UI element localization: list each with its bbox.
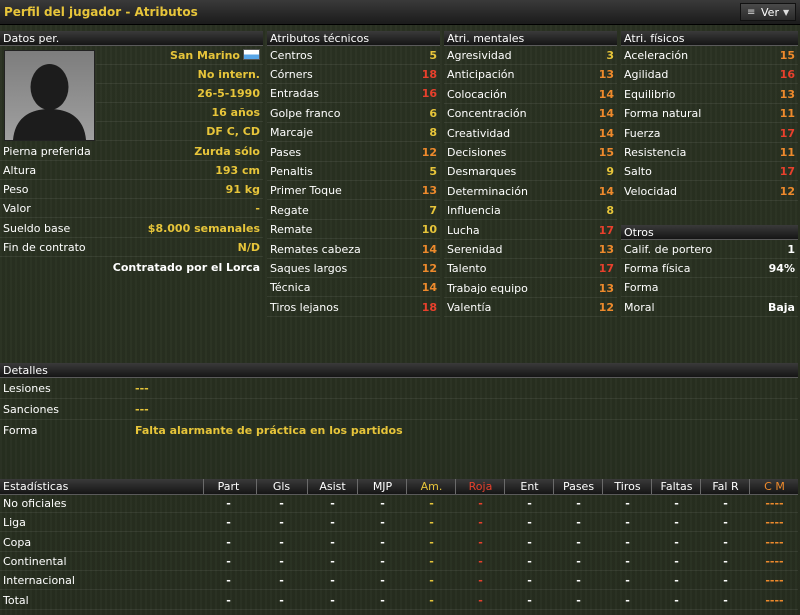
stats-row xyxy=(0,591,798,610)
technical-attr-row xyxy=(267,84,440,103)
physical-attr-label: Aceleración xyxy=(624,49,689,62)
personal-row xyxy=(0,161,263,180)
stats-cell: - xyxy=(380,593,385,607)
stats-column-header[interactable]: Ent xyxy=(520,480,539,493)
personal-row-label: Valor xyxy=(3,202,31,215)
mental-attr-value: 3 xyxy=(606,49,614,62)
contract-note: Contratado por el Lorca xyxy=(112,261,260,274)
stats-cell: - xyxy=(625,497,630,510)
stats-column-divider xyxy=(602,479,603,494)
mental-attr-row xyxy=(444,221,617,240)
stats-cell: - xyxy=(226,497,231,510)
technical-attr-row xyxy=(267,240,440,259)
stats-cell: - xyxy=(674,497,679,510)
stats-cell: ---- xyxy=(765,593,784,607)
stats-header xyxy=(0,479,798,495)
technical-attr-label: Remate xyxy=(270,223,313,237)
stats-row-label: Liga xyxy=(3,516,26,530)
mental-attr-label: Anticipación xyxy=(447,68,515,82)
stats-cell: - xyxy=(478,554,483,568)
mental-attr-value: 13 xyxy=(598,243,614,256)
technical-attr-value: 8 xyxy=(429,126,437,140)
personal-row-value: - xyxy=(255,202,260,215)
technical-attr-label: Tiros lejanos xyxy=(270,300,339,314)
stats-column-header[interactable]: C M xyxy=(764,480,785,493)
technical-attr-label: Marcaje xyxy=(270,126,314,140)
personal-row xyxy=(0,219,263,238)
physical-attr-value: 12 xyxy=(779,184,795,198)
technical-header-label: Atributos técnicos xyxy=(270,32,370,45)
stats-cell: - xyxy=(380,516,385,530)
stats-row xyxy=(0,494,798,513)
stats-cell: - xyxy=(429,574,434,588)
detail-row xyxy=(0,378,798,399)
contract-note-row xyxy=(0,258,263,277)
stats-cell: - xyxy=(674,593,679,607)
personal-row xyxy=(0,238,263,257)
technical-attr-row xyxy=(267,104,440,123)
stats-column-divider xyxy=(307,479,308,494)
technical-attr-row xyxy=(267,46,440,65)
physical-attr-label: Equilibrio xyxy=(624,87,676,101)
stats-cell: - xyxy=(226,574,231,588)
technical-attr-label: Córners xyxy=(270,68,313,81)
physical-attr-row xyxy=(621,85,798,104)
stats-cell: - xyxy=(576,554,581,568)
personal-row xyxy=(0,199,263,218)
mental-attr-row xyxy=(444,162,617,181)
stats-cell: - xyxy=(478,516,483,530)
stats-cell: ---- xyxy=(765,554,784,568)
technical-attr-label: Entradas xyxy=(270,87,319,101)
stats-column-header[interactable]: MJP xyxy=(372,480,393,493)
stats-cell: - xyxy=(429,497,434,510)
position-value: DF C, CD xyxy=(206,125,260,138)
mental-attr-row xyxy=(444,298,617,317)
others-header xyxy=(621,225,798,240)
stats-row xyxy=(0,533,798,552)
mental-attr-row xyxy=(444,46,617,65)
stats-cell: - xyxy=(380,497,385,510)
stats-cell: - xyxy=(625,554,630,568)
stats-cell: - xyxy=(723,516,728,530)
stats-cell: - xyxy=(429,593,434,607)
mental-attr-value: 9 xyxy=(606,165,614,179)
others-attr-label: Moral xyxy=(624,300,655,314)
technical-attr-value: 7 xyxy=(429,203,437,217)
stats-cell: - xyxy=(330,593,335,607)
stats-cell: - xyxy=(527,516,532,530)
mental-attr-label: Decisiones xyxy=(447,146,507,159)
detail-row-value: --- xyxy=(135,382,149,395)
technical-attr-row xyxy=(267,65,440,84)
stats-cell: - xyxy=(576,516,581,530)
physical-attr-label: Fuerza xyxy=(624,126,661,140)
detail-row-label: Sanciones xyxy=(3,403,59,416)
birthdate-row xyxy=(96,84,263,103)
stats-column-header[interactable]: Tiros xyxy=(614,480,641,493)
stats-row-label: Copa xyxy=(3,535,32,549)
personal-row xyxy=(0,180,263,199)
physical-attr-row xyxy=(621,124,798,143)
mental-attr-value: 14 xyxy=(598,107,614,121)
stats-cell: - xyxy=(226,593,231,607)
stats-column-divider xyxy=(553,479,554,494)
others-attr-row xyxy=(621,240,798,259)
mental-attr-row xyxy=(444,279,617,298)
mental-attr-label: Desmarques xyxy=(447,165,517,179)
mental-attr-value: 17 xyxy=(598,262,614,276)
mental-attr-row xyxy=(444,104,617,123)
technical-attr-label: Pases xyxy=(270,145,302,159)
ver-dropdown-button[interactable] xyxy=(740,3,796,21)
menu-list-icon: ≡ xyxy=(747,7,756,18)
intl-status-row xyxy=(96,65,263,84)
stats-column-divider xyxy=(256,479,257,494)
others-attr-value: 94% xyxy=(768,262,795,276)
mental-attr-row xyxy=(444,182,617,201)
technical-attr-label: Golpe franco xyxy=(270,106,341,120)
stats-column-divider xyxy=(455,479,456,494)
stats-column-header[interactable]: Fal R xyxy=(712,480,739,493)
mental-attr-label: Trabajo equipo xyxy=(447,281,528,295)
mental-attr-row xyxy=(444,124,617,143)
physical-attr-row xyxy=(621,46,798,65)
technical-attr-label: Primer Toque xyxy=(270,184,342,198)
stats-cell: - xyxy=(330,554,335,568)
stats-row-label: Total xyxy=(3,593,29,607)
details-header-label: Detalles xyxy=(3,364,48,377)
mental-attr-row xyxy=(444,85,617,104)
mental-attr-row xyxy=(444,259,617,278)
technical-attr-value: 5 xyxy=(429,165,437,178)
ver-label: Ver xyxy=(761,6,779,19)
technical-attr-value: 14 xyxy=(421,281,437,295)
stats-cell: ---- xyxy=(765,516,784,530)
mental-attr-value: 13 xyxy=(598,281,614,295)
mental-attr-value: 14 xyxy=(598,87,614,101)
detail-row xyxy=(0,420,798,441)
others-attr-label: Calif. de portero xyxy=(624,243,713,256)
mental-attr-value: 8 xyxy=(606,204,614,218)
personal-row xyxy=(0,142,263,161)
stats-column-header[interactable]: Gls xyxy=(272,480,291,493)
personal-header xyxy=(0,31,263,46)
physical-attr-label: Velocidad xyxy=(624,184,678,198)
personal-row-label: Altura xyxy=(3,164,37,177)
san-marino-flag-icon xyxy=(243,49,260,60)
stats-cell: - xyxy=(674,554,679,568)
physical-header-label: Atri. físicos xyxy=(624,32,685,45)
stats-cell: - xyxy=(380,535,385,549)
technical-attr-value: 14 xyxy=(421,242,437,256)
stats-cell: - xyxy=(380,554,385,568)
technical-attr-row xyxy=(267,259,440,278)
stats-cell: - xyxy=(576,535,581,549)
physical-attr-label: Salto xyxy=(624,165,652,179)
stats-cell: ---- xyxy=(765,574,784,588)
others-header-label: Otros xyxy=(624,226,654,239)
stats-cell: - xyxy=(674,535,679,549)
mental-attr-label: Serenidad xyxy=(447,243,503,256)
technical-attr-value: 6 xyxy=(429,106,437,120)
stats-cell: - xyxy=(674,574,679,588)
stats-row-label: No oficiales xyxy=(3,497,67,510)
stats-cell: - xyxy=(478,593,483,607)
stats-cell: - xyxy=(625,535,630,549)
physical-attr-value: 11 xyxy=(779,107,795,121)
mental-header-label: Atri. mentales xyxy=(447,32,525,45)
technical-attr-value: 13 xyxy=(421,184,437,198)
stats-column-divider xyxy=(203,479,204,494)
personal-row-label: Pierna preferida xyxy=(3,145,91,158)
stats-cell: - xyxy=(429,516,434,530)
stats-cell: - xyxy=(330,516,335,530)
stats-column-divider xyxy=(504,479,505,494)
technical-attr-row xyxy=(267,123,440,142)
mental-attr-value: 15 xyxy=(598,146,614,159)
physical-attr-value: 17 xyxy=(779,165,795,179)
others-attr-label: Forma física xyxy=(624,262,691,276)
stats-cell: - xyxy=(527,554,532,568)
technical-attr-label: Saques largos xyxy=(270,262,348,275)
stats-cell: - xyxy=(576,574,581,588)
detail-row-label: Forma xyxy=(3,424,38,437)
technical-attr-value: 5 xyxy=(429,49,437,62)
stats-column-header[interactable]: Pases xyxy=(562,480,595,493)
page-title: Perfil del jugador - Atributos xyxy=(4,5,198,19)
personal-row-value: Zurda sólo xyxy=(194,145,260,158)
mental-attr-row xyxy=(444,201,617,220)
stats-cell: - xyxy=(279,593,284,607)
avatar xyxy=(4,50,95,141)
mental-attr-value: 13 xyxy=(598,68,614,82)
mental-attr-value: 14 xyxy=(598,126,614,140)
personal-row-label: Fin de contrato xyxy=(3,241,86,254)
physical-attr-row xyxy=(621,182,798,201)
stats-cell: - xyxy=(330,535,335,549)
technical-attr-row xyxy=(267,181,440,200)
mental-attr-label: Influencia xyxy=(447,204,501,218)
personal-row-value: N/D xyxy=(237,241,260,254)
stats-column-divider xyxy=(406,479,407,494)
stats-row-label: Internacional xyxy=(3,574,75,588)
title-bar xyxy=(0,0,800,25)
technical-attr-label: Remates cabeza xyxy=(270,242,361,256)
stats-column-divider xyxy=(357,479,358,494)
physical-attr-label: Resistencia xyxy=(624,146,687,159)
technical-attr-value: 16 xyxy=(421,87,437,101)
stats-cell: - xyxy=(527,574,532,588)
physical-attr-value: 15 xyxy=(779,49,795,62)
stats-cell: - xyxy=(226,535,231,549)
birthdate-value: 26-5-1990 xyxy=(197,87,260,100)
stats-cell: - xyxy=(279,535,284,549)
stats-cell: - xyxy=(723,497,728,510)
physical-attr-row xyxy=(621,143,798,162)
mental-attr-label: Lucha xyxy=(447,223,480,237)
mental-attr-value: 12 xyxy=(598,301,614,315)
stats-cell: - xyxy=(279,554,284,568)
stats-header-label: Estadísticas xyxy=(3,480,69,493)
stats-cell: - xyxy=(625,574,630,588)
stats-cell: - xyxy=(576,497,581,510)
stats-cell: - xyxy=(380,574,385,588)
stats-cell: - xyxy=(429,535,434,549)
detail-row xyxy=(0,399,798,420)
others-attr-row xyxy=(621,298,798,317)
physical-attr-value: 11 xyxy=(779,146,795,159)
stats-cell: - xyxy=(279,516,284,530)
others-attr-value: 1 xyxy=(787,243,795,256)
stats-cell: - xyxy=(527,535,532,549)
technical-attr-label: Regate xyxy=(270,203,309,217)
mental-attr-label: Concentración xyxy=(447,107,527,121)
nationality-value: San Marino xyxy=(170,46,260,65)
technical-header xyxy=(267,31,440,46)
others-attr-row xyxy=(621,259,798,278)
stats-cell: - xyxy=(279,497,284,510)
stats-cell: - xyxy=(576,593,581,607)
mental-attr-label: Agresividad xyxy=(447,49,512,62)
position-row xyxy=(96,122,263,141)
stats-cell: - xyxy=(330,574,335,588)
chevron-down-icon: ▼ xyxy=(783,8,790,17)
stats-cell: - xyxy=(723,574,728,588)
stats-column-divider xyxy=(749,479,750,494)
detail-row-value: --- xyxy=(135,403,149,416)
physical-attr-row xyxy=(621,65,798,84)
stats-cell: - xyxy=(226,516,231,530)
mental-attr-row xyxy=(444,240,617,259)
stats-column-header[interactable]: Asist xyxy=(319,480,346,493)
stats-cell: - xyxy=(527,593,532,607)
stats-cell: - xyxy=(226,554,231,568)
stats-row-label: Continental xyxy=(3,554,67,568)
stats-column-divider xyxy=(651,479,652,494)
stats-cell: - xyxy=(429,554,434,568)
mental-attr-label: Talento xyxy=(447,262,487,276)
others-attr-label: Forma xyxy=(624,281,659,295)
technical-attr-row xyxy=(267,201,440,220)
others-attr-row xyxy=(621,278,798,297)
stats-cell: ---- xyxy=(765,497,784,510)
stats-column-header[interactable]: Am. xyxy=(420,480,443,493)
personal-row-value: 193 cm xyxy=(215,164,260,177)
mental-header xyxy=(444,31,617,46)
stats-cell: - xyxy=(330,497,335,510)
personal-row-value: 91 kg xyxy=(225,183,260,196)
technical-attr-value: 10 xyxy=(421,223,437,237)
physical-attr-row xyxy=(621,162,798,181)
mental-attr-label: Creatividad xyxy=(447,126,511,140)
mental-attr-label: Colocación xyxy=(447,87,507,101)
technical-attr-label: Centros xyxy=(270,49,313,62)
stats-row xyxy=(0,513,798,532)
stats-cell: - xyxy=(723,593,728,607)
technical-attr-row xyxy=(267,278,440,297)
detail-row-value: Falta alarmante de práctica en los partidos xyxy=(135,424,403,437)
personal-row-value: $8.000 semanales xyxy=(147,222,260,235)
physical-attr-row xyxy=(621,104,798,123)
technical-attr-row xyxy=(267,298,440,317)
stats-cell: - xyxy=(723,535,728,549)
details-header xyxy=(0,363,798,378)
stats-cell: ---- xyxy=(765,535,784,549)
technical-attr-label: Técnica xyxy=(270,281,311,295)
others-attr-value: Baja xyxy=(767,300,795,314)
stats-cell: - xyxy=(674,516,679,530)
technical-attr-value: 12 xyxy=(421,262,437,275)
physical-attr-label: Forma natural xyxy=(624,107,702,121)
physical-attr-value: 16 xyxy=(779,68,795,82)
age-value: 16 años xyxy=(211,106,260,119)
mental-attr-value: 17 xyxy=(598,223,614,237)
personal-row-label: Peso xyxy=(3,183,29,196)
stats-cell: - xyxy=(625,593,630,607)
stats-column-header[interactable]: Faltas xyxy=(660,480,693,493)
stats-row xyxy=(0,571,798,590)
nationality-row xyxy=(96,46,263,65)
technical-attr-label: Penaltis xyxy=(270,165,313,178)
physical-header xyxy=(621,31,798,46)
stats-cell: - xyxy=(478,535,483,549)
stats-cell: - xyxy=(279,574,284,588)
mental-attr-row xyxy=(444,143,617,162)
technical-attr-row xyxy=(267,143,440,162)
personal-row-label: Sueldo base xyxy=(3,222,71,235)
player-silhouette-icon xyxy=(5,51,94,140)
mental-attr-row xyxy=(444,65,617,84)
physical-attr-value: 13 xyxy=(779,87,795,101)
stats-row xyxy=(0,552,798,571)
stats-column-header[interactable]: Part xyxy=(217,480,240,493)
stats-cell: - xyxy=(723,554,728,568)
physical-attr-label: Agilidad xyxy=(624,68,669,82)
stats-cell: - xyxy=(478,574,483,588)
technical-attr-value: 18 xyxy=(421,300,437,314)
personal-header-label: Datos per. xyxy=(3,32,60,45)
technical-attr-row xyxy=(267,162,440,181)
technical-attr-value: 12 xyxy=(421,145,437,159)
stats-cell: - xyxy=(625,516,630,530)
detail-row-label: Lesiones xyxy=(3,382,51,395)
mental-attr-label: Valentía xyxy=(447,301,492,315)
mental-attr-label: Determinación xyxy=(447,184,528,198)
technical-attr-row xyxy=(267,220,440,239)
physical-attr-value: 17 xyxy=(779,126,795,140)
stats-column-header[interactable]: Roja xyxy=(468,480,493,493)
intl-status-value: No intern. xyxy=(197,68,260,81)
stats-cell: - xyxy=(478,497,483,510)
mental-attr-value: 14 xyxy=(598,184,614,198)
technical-attr-value: 18 xyxy=(421,68,437,81)
age-row xyxy=(96,103,263,122)
stats-column-divider xyxy=(700,479,701,494)
stats-cell: - xyxy=(527,497,532,510)
